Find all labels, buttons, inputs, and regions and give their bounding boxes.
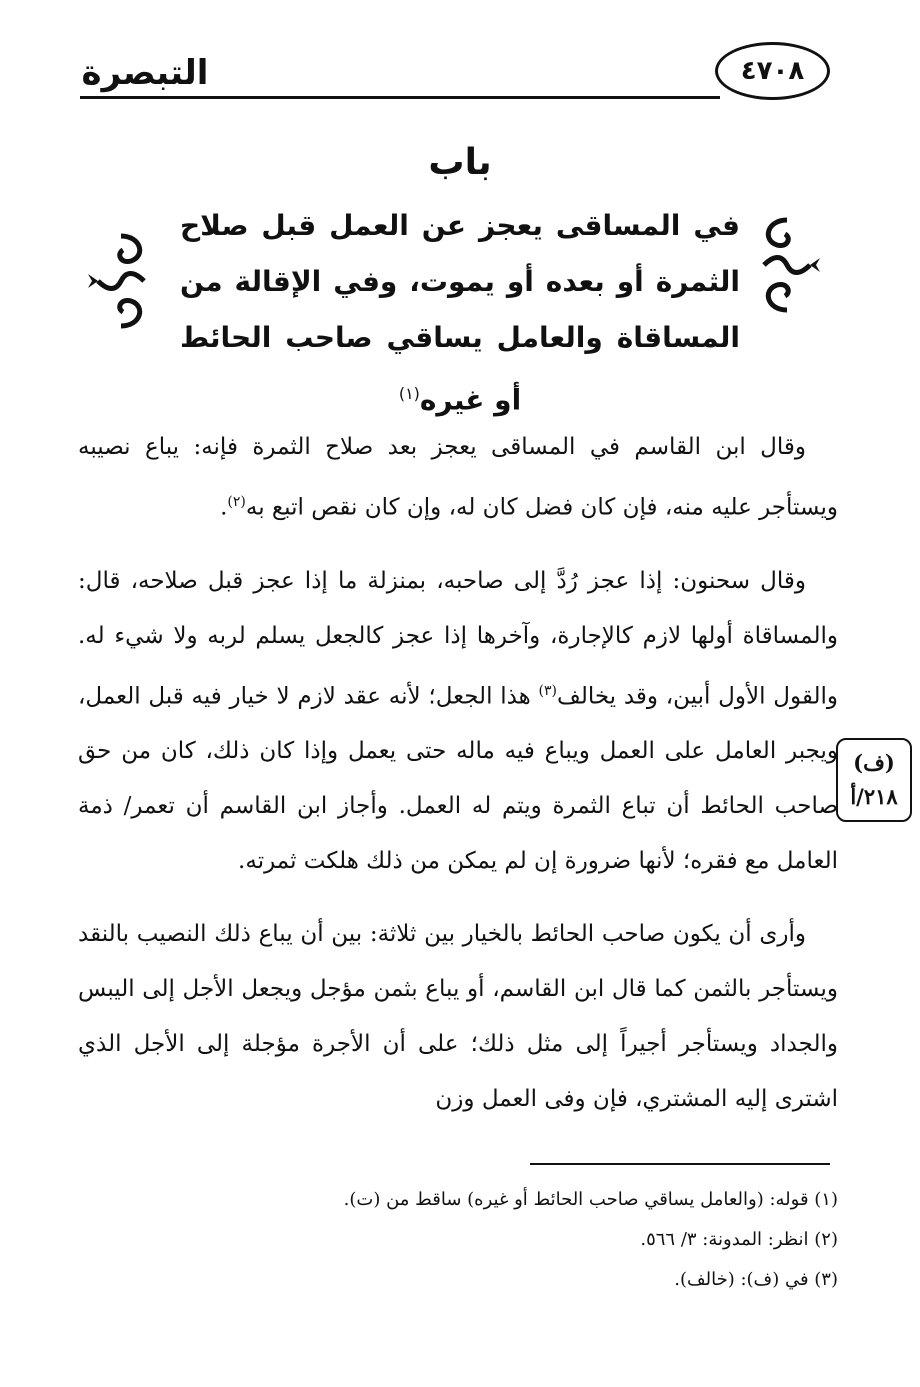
footnote-divider bbox=[530, 1163, 830, 1165]
footnote-ref: (٣) bbox=[538, 682, 558, 699]
paragraph-text: وقال ابن القاسم في المساقى يعجز بعد صلاح الثمرة فإنه: يباع نصيبه ويستأجر عليه منه، فإن كان فضل كان له، وإن كان نقص اتبع به bbox=[78, 434, 838, 521]
header-rule bbox=[80, 96, 720, 99]
margin-manuscript-ref bbox=[836, 738, 912, 822]
ornament-left-icon bbox=[86, 226, 156, 336]
ornament-right-icon bbox=[752, 210, 822, 320]
footnote: (٢) انظر: المدونة: ٣/ ٥٦٦. bbox=[640, 1229, 838, 1250]
margin-ref-line: (ف) bbox=[853, 750, 895, 775]
paragraph-text: وقال سحنون: إذا عجز رُدَّ إلى صاحبه، بمنزلة ما إذا عجز قبل صلاحه، قال: والمساقاة أولها لازم كالإجارة، وآخرها إذا عجز كالجعل يسلم لربه ولا شيء له. والقول الأول أبين، وقد يخالف bbox=[78, 567, 838, 710]
book-title: التبصرة bbox=[81, 53, 209, 93]
chapter-title bbox=[180, 198, 740, 428]
paragraph bbox=[78, 420, 838, 536]
chapter-title-footnote-ref: (١) bbox=[398, 384, 420, 403]
chapter-heading: باب bbox=[428, 142, 492, 183]
footnote-ref: (٢) bbox=[227, 494, 246, 510]
body-text bbox=[78, 420, 838, 1145]
footnotes bbox=[200, 1180, 838, 1300]
paragraph-text: . bbox=[220, 494, 228, 521]
margin-ref-line: ٢١٨/أ bbox=[850, 784, 898, 809]
paragraph bbox=[78, 554, 838, 890]
page-header bbox=[0, 0, 920, 120]
paragraph-text: وأرى أن يكون صاحب الحائط بالخيار بين ثلاثة: بين أن يباع ذلك النصيب بالنقد ويستأجر بالثمن كما قال ابن القاسم، أو يباع بثمن مؤجل ويجعل الأجل إلى اليبس والجداد ويستأجر أجيراً إلى مثل ذلك؛ على أن الأجرة مؤجلة إلى الأجل الذي اشترى إليه المشتري، فإن وفى العمل وزن bbox=[78, 921, 838, 1113]
paragraph-text: هذا الجعل؛ لأنه عقد لازم لا خيار فيه قبل العمل، ويجبر العامل على العمل ويباع فيه ماله حتى يعمل وإذا كان ذلك، كان من حق صاحب الحائط أن تباع الثمرة ويتم له العمل. وأجاز ابن القاسم أن تعمر/ ذمة العامل مع فقره؛ لأنها ضرورة إن لم يمكن من ذلك هلكت ثمرته. bbox=[78, 683, 838, 875]
paragraph bbox=[78, 907, 838, 1127]
chapter-title-text: في المساقى يعجز عن العمل قبل صلاح الثمرة أو بعده أو يموت، وفي الإقالة من المساقاة والعامل يساقي صاحب الحائط أو غيره bbox=[180, 209, 740, 417]
page-number: ٤٧٠٨ bbox=[715, 42, 830, 100]
footnote: (١) قوله: (والعامل يساقي صاحب الحائط أو غيره) ساقط من (ت). bbox=[343, 1189, 838, 1210]
footnote: (٣) في (ف): (خالف). bbox=[674, 1269, 838, 1290]
